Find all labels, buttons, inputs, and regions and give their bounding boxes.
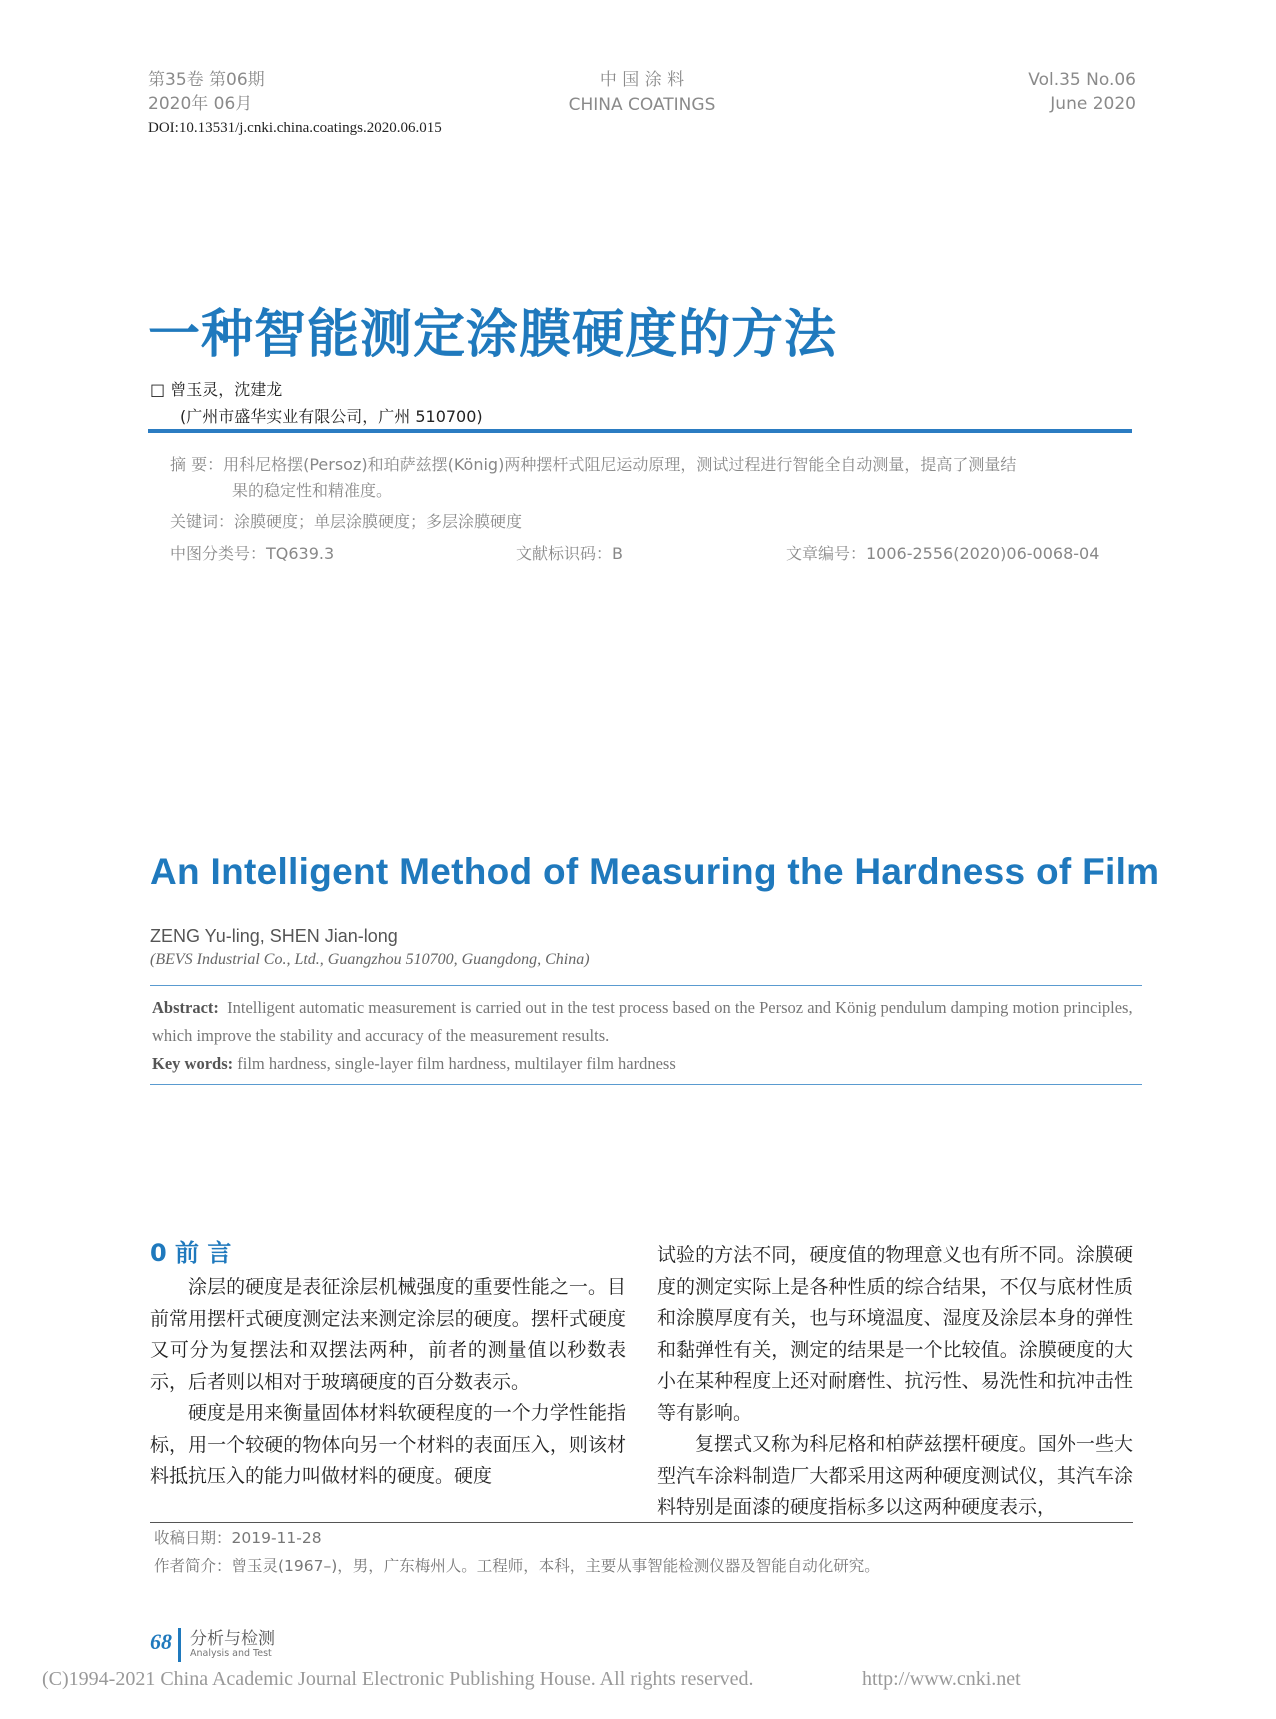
affiliation-en: (BEVS Industrial Co., Ltd., Guangzhou 510700, Guangdong, China) (150, 951, 590, 968)
right-column (657, 1240, 1133, 1524)
title-rule (148, 429, 1132, 433)
copyright: (C)1994-2021 China Academic Journal Electronic Publishing House. All rights reserved. (42, 1668, 754, 1690)
right-paragraph-1: 试验的方法不同，硬度值的物理意义也有所不同。涂膜硬度的测定实际上是各种性质的综合结果，不仅与底材性质和涂膜厚度有关，也与环境温度、湿度及涂层本身的弹性和黏弹性有关，测定的结果是一个比较值。涂膜硬度的大小在某种程度上还对耐磨性、抗污性、易洗性和抗冲击性等有影响。 (657, 1244, 1133, 1424)
column-name-cn: 分析与检测 (190, 1629, 275, 1649)
date-cn: 2020年 06月 (148, 94, 253, 114)
clc-number: 中图分类号：TQ639.3 (170, 544, 335, 563)
article-number: 文章编号：1006-2556(2020)06-0068-04 (786, 544, 1100, 563)
left-column (150, 1272, 626, 1493)
authors-cn: □ 曾玉灵，沈建龙 (150, 380, 283, 399)
right-paragraph-2: 复摆式又称为科尼格和柏萨兹摆杆硬度。国外一些大型汽车涂料制造厂大都采用这两种硬度测试仪，其汽车涂料特别是面漆的硬度指标多以这两种硬度表示， (657, 1433, 1133, 1518)
cnki-url[interactable]: http://www.cnki.net (862, 1668, 1021, 1690)
journal-name-cn: 中 国 涂 料 (599, 70, 685, 90)
keywords-en-label: Key words: (152, 1054, 234, 1073)
abstract-cn (170, 452, 1110, 504)
author-bio: 作者简介：曾玉灵(1967–)，男，广东梅州人。工程师，本科，主要从事智能检测仪器及智能自动化研究。 (154, 1557, 880, 1575)
abstract-en-label: Abstract: (152, 998, 219, 1017)
keywords-cn-label: 关键词： (170, 512, 235, 531)
abstract-en-bottom-rule (150, 1084, 1142, 1085)
authors-en: ZENG Yu-ling, SHEN Jian-long (150, 926, 398, 946)
journal-name-en: CHINA COATINGS (568, 95, 716, 115)
section-heading-intro: 0 前 言 (150, 1239, 232, 1267)
title-en: An Intelligent Method of Measuring the Hardness of Film (150, 851, 1160, 892)
intro-paragraph-1: 涂层的硬度是表征涂层机械强度的重要性能之一。目前常用摆杆式硬度测定法来测定涂层的硬度。摆杆式硬度又可分为复摆法和双摆法两种，前者的测量值以秒数表示，后者则以相对于玻璃硬度的百分数表示。 (150, 1276, 626, 1393)
doi: DOI:10.13531/j.cnki.china.coatings.2020.06.015 (148, 120, 442, 136)
page-number-box (146, 1623, 179, 1659)
keywords-en-text: film hardness, single-layer film hardness, multilayer film hardness (237, 1054, 676, 1073)
column-name-en: Analysis and Test (190, 1648, 272, 1659)
received-date: 收稿日期：2019-11-28 (154, 1529, 322, 1547)
abstract-cn-text-2: 果的稳定性和精准度。 (232, 481, 393, 500)
intro-paragraph-2: 硬度是用来衡量固体材料软硬程度的一个力学性能指标，用一个较硬的物体向另一个材料的表面压入，则该材料抵抗压入的能力叫做材料的硬度。硬度 (150, 1402, 626, 1487)
affiliation-cn: (广州市盛华实业有限公司，广州 510700) (180, 407, 483, 426)
abstract-cn-label: 摘 要： (170, 455, 224, 474)
abstract-cn-text-1: 用科尼格摆(Persoz)和珀萨兹摆(König)两种摆杆式阻尼运动原理，测试过程进行智能全自动测量，提高了测量结 (223, 455, 1017, 474)
date-en: June 2020 (1050, 94, 1136, 114)
volume-issue-en: Vol.35 No.06 (1028, 70, 1136, 90)
title-cn: 一种智能测定涂膜硬度的方法 (148, 305, 838, 365)
abstract-en-top-rule (150, 985, 1142, 986)
keywords-cn (170, 509, 522, 535)
footnote-rule (150, 1522, 1133, 1523)
abstract-en-text: Intelligent automatic measurement is carried out in the test process based on the Persoz and König pendulum damping motion principles, which improve the stability and accuracy of the measurement results. (152, 998, 1133, 1045)
footer-divider (178, 1628, 181, 1662)
document-code: 文献标识码：B (516, 544, 623, 563)
abstract-en (152, 994, 1142, 1078)
volume-issue-cn: 第35卷 第06期 (148, 70, 265, 90)
page-number: 68 (150, 1629, 172, 1654)
keywords-cn-text: 涂膜硬度；单层涂膜硬度；多层涂膜硬度 (234, 512, 523, 531)
